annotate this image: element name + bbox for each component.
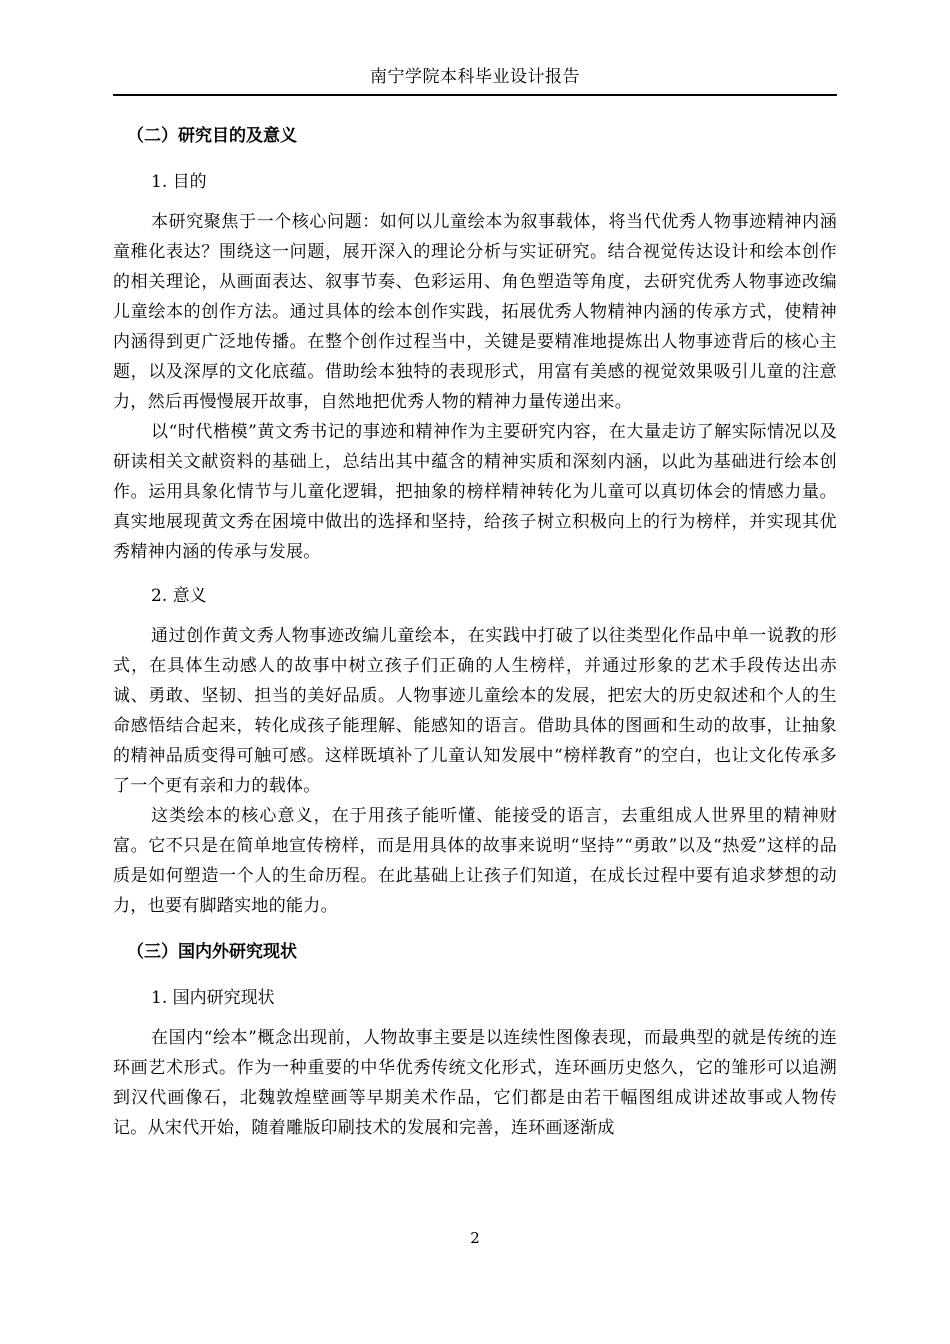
header-divider	[113, 94, 837, 96]
section-heading-research-status: （三）国内外研究现状	[127, 942, 297, 962]
subsection-heading-purpose: 1. 目的	[151, 172, 207, 192]
paragraph: 本研究聚焦于一个核心问题：如何以儿童绘本为叙事载体，将当代优秀人物事迹精神内涵童稚化表达？围绕这一问题，展开深入的理论分析与实证研究。结合视觉传达设计和绘本创作的相关理论，从画面表达、叙事节奏、色彩运用、角色塑造等角度，去研究优秀人物事迹改编儿童绘本的创作方法。通过具体的绘本创作实践，拓展优秀人物精神内涵的传承方式，使精神内涵得到更广泛地传播。在整个创作过程当中，关键是要精准地提炼出人物事迹背后的核心主题，以及深厚的文化底蕴。借助绘本独特的表现形式，用富有美感的视觉效果吸引儿童的注意力，然后再慢慢展开故事，自然地把优秀人物的精神力量传递出来。	[113, 212, 837, 412]
document-body	[113, 113, 837, 1143]
paragraph: 在国内“绘本”概念出现前，人物故事主要是以连续性图像表现，而最典型的就是传统的连环画艺术形式。作为一种重要的中华优秀传统文化形式，连环画历史悠久，它的雏形可以追溯到汉代画像石，北魏敦煌壁画等早期美术作品，它们都是由若干幅图组成讲述故事或人物传记。从宋代开始，随着雕版印刷技术的发展和完善，连环画逐渐成	[113, 1028, 837, 1138]
subsection-heading-significance: 2. 意义	[151, 586, 207, 606]
paragraph: 通过创作黄文秀人物事迹改编儿童绘本，在实践中打破了以往类型化作品中单一说教的形式，在具体生动感人的故事中树立孩子们正确的人生榜样，并通过形象的艺术手段传达出赤诚、勇敢、坚韧、担当的美好品质。人物事迹儿童绘本的发展，把宏大的历史叙述和个人的生命感悟结合起来，转化成孩子能理解、能感知的语言。借助具体的图画和生动的故事，让抽象的精神品质变得可触可感。这样既填补了儿童认知发展中“榜样教育”的空白，也让文化传承多了一个更有亲和力的载体。	[113, 626, 837, 796]
page-number: 2	[470, 1229, 480, 1247]
subsection-heading-domestic-status: 1. 国内研究现状	[151, 988, 275, 1008]
paragraph: 以“时代楷模”黄文秀书记的事迹和精神作为主要研究内容，在大量走访了解实际情况以及研读相关文献资料的基础上，总结出其中蕴含的精神实质和深刻内涵，以此为基础进行绘本创作。运用具象化情节与儿童化逻辑，把抽象的榜样精神转化为儿童可以真切体会的情感力量。真实地展现黄文秀在困境中做出的选择和坚持，给孩子树立积极向上的行为榜样，并实现其优秀精神内涵的传承与发展。	[113, 422, 837, 562]
section-heading-research-purpose: （二）研究目的及意义	[127, 126, 297, 146]
paragraph: 这类绘本的核心意义，在于用孩子能听懂、能接受的语言，去重组成人世界里的精神财富。它不只是在简单地宣传榜样，而是用具体的故事来说明“坚持”“勇敢”以及“热爱”这样的品质是如何塑造一个人的生命历程。在此基础上让孩子们知道，在成长过程中要有追求梦想的动力，也要有脚踏实地的能力。	[113, 806, 837, 916]
page-header: 南宁学院本科毕业设计报告	[370, 67, 580, 87]
